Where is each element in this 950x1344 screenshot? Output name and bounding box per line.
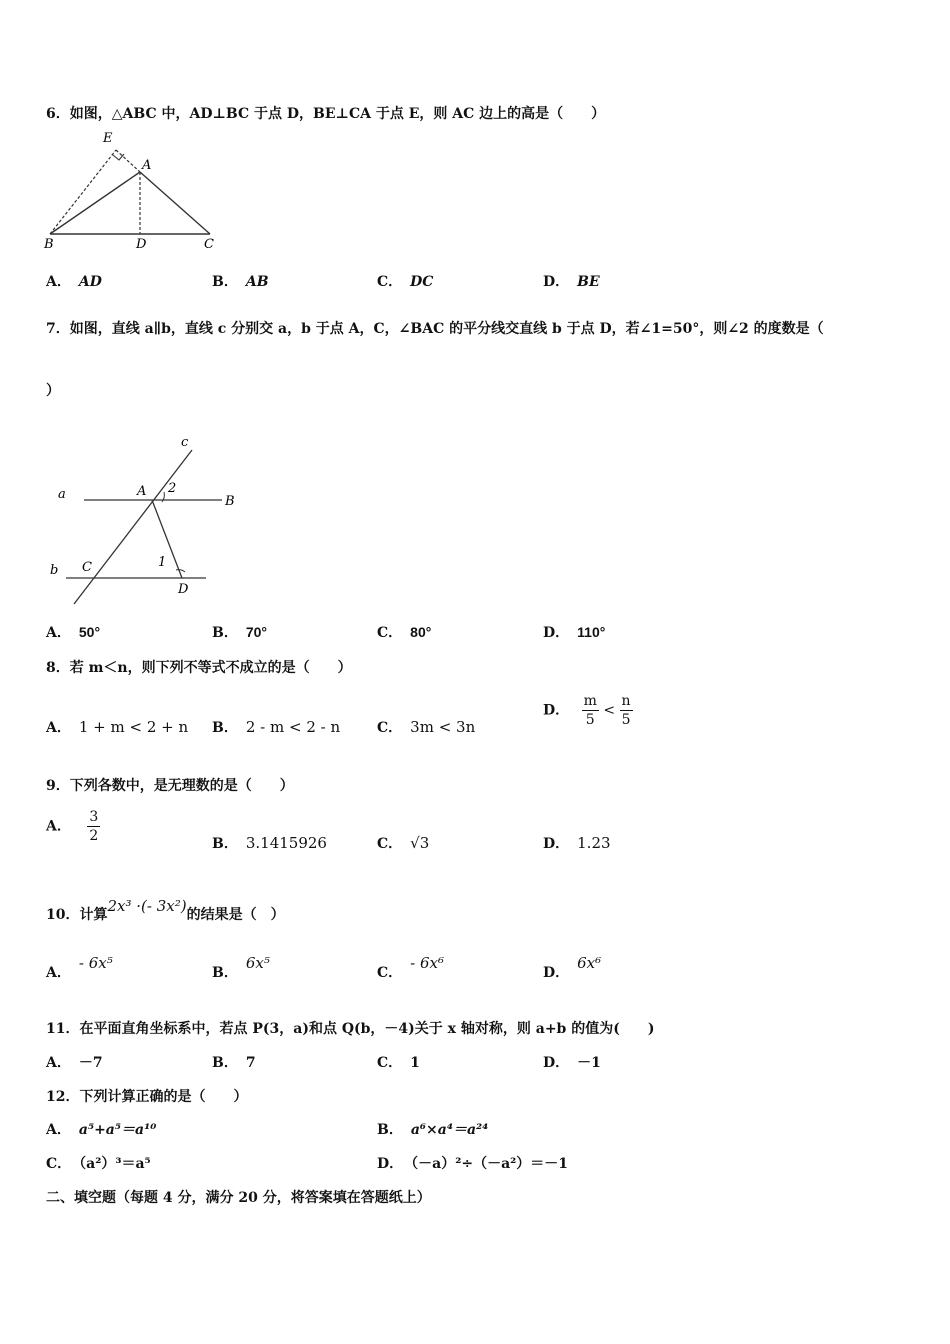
q7-option-b[interactable]: B． 70° [212, 624, 268, 641]
q7-label-a-line: a [58, 487, 66, 502]
q11-option-d[interactable]: D． －1 [543, 1055, 601, 1071]
q6-stem: 6．如图，△ABC 中，AD⊥BC 于点 D，BE⊥CA 于点 E，则 AC 边上的高是（ ） [46, 106, 606, 122]
q9-option-a[interactable]: A． $\frac{3}{2}$ [46, 809, 99, 844]
q7-stem: 7．如图，直线 a∥b，直线 c 分别交 a，b 于点 A，C，∠BAC 的平分线交直线 b 于点 D，若∠1=50°，则∠2 的度数是（ [46, 321, 824, 337]
q6-label-b: B [44, 237, 54, 252]
q9-option-d[interactable]: D． 1.23 [543, 834, 611, 852]
q8-d-num-left: m [583, 693, 597, 709]
q6-option-a[interactable]: A． AD [46, 274, 102, 290]
q6-triangle-figure [40, 128, 230, 256]
q8-option-c[interactable]: C． 3m < 3n [377, 718, 476, 736]
q9-stem: 9．下列各数中，是无理数的是（ ） [46, 778, 294, 794]
q10-stem: 10．计算2x³ ·(- 3x²)的结果是（ ） [46, 897, 285, 923]
q7-label-b-point: B [225, 494, 235, 509]
q6-label-c: C [204, 237, 214, 252]
q8-option-a[interactable]: A． 1 + m < 2 + n [46, 718, 189, 736]
q7-stem-tail: ） [46, 383, 60, 399]
q7-option-c[interactable]: C． 80° [377, 624, 432, 641]
q11-option-a[interactable]: A． －7 [46, 1055, 103, 1071]
q12-option-a[interactable]: A． a⁵+a⁵＝a¹⁰ [46, 1122, 157, 1138]
q11-option-c[interactable]: C． 1 [377, 1055, 420, 1071]
q7-label-angle2: 2 [168, 481, 177, 496]
q6-option-c[interactable]: C． DC [377, 274, 434, 290]
q9-option-b[interactable]: B． 3.1415926 [212, 834, 327, 852]
q9-option-c[interactable]: C． √3 [377, 834, 430, 852]
q6-option-d[interactable]: D． BE [543, 274, 600, 290]
q11-stem: 11．在平面直角坐标系中，若点 P(3，a)和点 Q(b，－4)关于 x 轴对称，则 a+b 的值为( ) [46, 1021, 655, 1037]
q7-label-angle1: 1 [158, 555, 167, 570]
q7-label-c-line: c [181, 435, 189, 450]
q6-label-d: D [136, 237, 147, 252]
q7-parallel-lines-figure [44, 432, 254, 612]
q8-d-num-right: n [621, 693, 631, 709]
q10-option-b[interactable]: B．6x⁵ [212, 954, 270, 981]
q7-label-b-line: b [50, 563, 59, 578]
q7-label-c-point: C [82, 560, 92, 575]
q8-option-b[interactable]: B． 2 - m < 2 - n [212, 718, 341, 736]
q9-a-den: 2 [89, 828, 99, 844]
q12-option-d[interactable]: D． （－a）²÷（－a²）＝－1 [377, 1156, 569, 1172]
q10-option-d[interactable]: D．6x⁶ [543, 954, 602, 981]
q8-option-d[interactable]: D． $\frac{m}{5}$ < $\frac{n}{5}$ [543, 693, 631, 728]
q8-d-den-right: 5 [621, 712, 631, 728]
q8-stem: 8．若 m＜n，则下列不等式不成立的是（ ） [46, 660, 352, 676]
q7-label-d-point: D [178, 582, 189, 597]
q7-label-a-point: A [137, 484, 147, 499]
q12-option-c[interactable]: C． （a²）³＝a⁵ [46, 1156, 151, 1172]
q11-option-b[interactable]: B． 7 [212, 1055, 256, 1071]
q8-d-den-left: 5 [585, 712, 595, 728]
q9-a-num: 3 [89, 809, 99, 825]
section2-title: 二、填空题（每题 4 分，满分 20 分，将答案填在答题纸上） [46, 1190, 431, 1206]
q6-label-e: E [103, 131, 113, 146]
q10-option-a[interactable]: A．- 6x⁵ [46, 954, 113, 981]
q7-option-d[interactable]: D． 110° [543, 624, 606, 641]
q10-expression: 2x³ ·(- 3x²) [107, 897, 187, 915]
q6-option-b[interactable]: B． AB [212, 274, 269, 290]
q12-option-b[interactable]: B． a⁶×a⁴＝a²⁴ [377, 1122, 489, 1138]
q10-option-c[interactable]: C．- 6x⁶ [377, 954, 445, 981]
q7-option-a[interactable]: A． 50° [46, 624, 101, 641]
q12-stem: 12．下列计算正确的是（ ） [46, 1089, 248, 1105]
q6-label-a: A [142, 158, 152, 173]
